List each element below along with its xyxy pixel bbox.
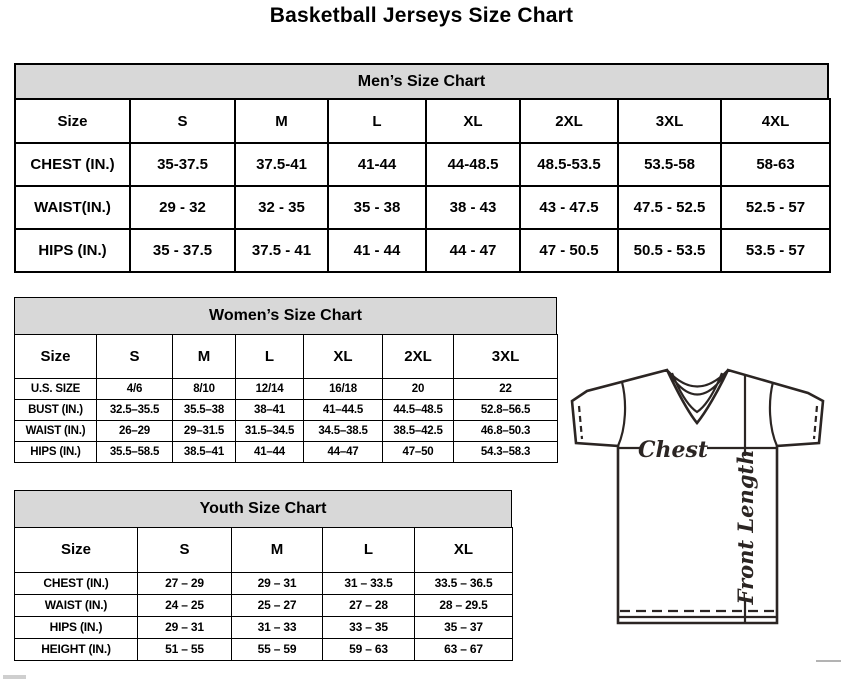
size-value-cell: 55 – 59 xyxy=(232,638,323,660)
size-column-header: 3XL xyxy=(454,334,558,378)
chest-measure-label: Chest xyxy=(637,437,709,463)
size-value-cell: 63 – 67 xyxy=(415,638,513,660)
size-value-cell: 44.5–48.5 xyxy=(383,399,454,420)
size-label-header: Size xyxy=(15,334,97,378)
size-header-row xyxy=(15,527,513,572)
size-value-cell: 58-63 xyxy=(721,143,830,186)
size-value-cell: 35 – 37 xyxy=(415,616,513,638)
measurement-row xyxy=(15,420,558,441)
front-length-measure-label: Front Length xyxy=(733,449,758,605)
size-value-cell: 35-37.5 xyxy=(130,143,235,186)
size-column-header: 3XL xyxy=(618,99,721,143)
size-value-cell: 41 - 44 xyxy=(328,229,426,272)
measurement-row-label: HIPS (IN.) xyxy=(15,229,130,272)
size-column-header: L xyxy=(323,527,415,572)
size-value-cell: 12/14 xyxy=(236,378,304,399)
size-value-cell: 8/10 xyxy=(173,378,236,399)
size-label-header: Size xyxy=(15,99,130,143)
measurement-row xyxy=(15,143,830,186)
size-header-row xyxy=(15,334,558,378)
size-value-cell: 29 - 32 xyxy=(130,186,235,229)
size-value-cell: 34.5–38.5 xyxy=(304,420,383,441)
size-value-cell: 46.8–50.3 xyxy=(454,420,558,441)
size-value-cell: 41–44.5 xyxy=(304,399,383,420)
size-value-cell: 29 – 31 xyxy=(232,572,323,594)
size-value-cell: 35 - 37.5 xyxy=(130,229,235,272)
size-value-cell: 50.5 - 53.5 xyxy=(618,229,721,272)
size-value-cell: 31.5–34.5 xyxy=(236,420,304,441)
measurement-row xyxy=(15,186,830,229)
size-column-header: 2XL xyxy=(520,99,618,143)
size-column-header: 2XL xyxy=(383,334,454,378)
size-value-cell: 38 - 43 xyxy=(426,186,520,229)
youth-size-table xyxy=(14,527,513,661)
size-value-cell: 38.5–41 xyxy=(173,441,236,462)
measurement-row-label: WAIST(IN.) xyxy=(15,186,130,229)
size-value-cell: 27 – 28 xyxy=(323,594,415,616)
measurement-row-label: CHEST (IN.) xyxy=(15,143,130,186)
size-value-cell: 24 – 25 xyxy=(138,594,232,616)
size-value-cell: 35.5–58.5 xyxy=(97,441,173,462)
mens-size-table xyxy=(14,98,831,273)
size-value-cell: 44 - 47 xyxy=(426,229,520,272)
jersey-outline-shape xyxy=(572,370,823,623)
size-value-cell: 33.5 – 36.5 xyxy=(415,572,513,594)
size-value-cell: 33 – 35 xyxy=(323,616,415,638)
size-value-cell: 29–31.5 xyxy=(173,420,236,441)
measurement-row-label: WAIST (IN.) xyxy=(15,594,138,616)
size-value-cell: 53.5-58 xyxy=(618,143,721,186)
measurement-row-label: BUST (IN.) xyxy=(15,399,97,420)
size-value-cell: 22 xyxy=(454,378,558,399)
measurement-row-label: U.S. SIZE xyxy=(15,378,97,399)
size-value-cell: 35 - 38 xyxy=(328,186,426,229)
measurement-row xyxy=(15,572,513,594)
size-value-cell: 41-44 xyxy=(328,143,426,186)
size-value-cell: 52.8–56.5 xyxy=(454,399,558,420)
measurement-row-label: HIPS (IN.) xyxy=(15,441,97,462)
size-column-header: L xyxy=(328,99,426,143)
size-value-cell: 25 – 27 xyxy=(232,594,323,616)
youth-size-chart-title: Youth Size Chart xyxy=(14,490,512,528)
mens-size-chart-title: Men’s Size Chart xyxy=(14,63,829,100)
womens-size-table xyxy=(14,334,558,463)
youth-size-chart xyxy=(14,490,512,661)
size-value-cell: 16/18 xyxy=(304,378,383,399)
size-value-cell: 31 – 33.5 xyxy=(323,572,415,594)
size-column-header: M xyxy=(232,527,323,572)
size-value-cell: 44–47 xyxy=(304,441,383,462)
size-value-cell: 47.5 - 52.5 xyxy=(618,186,721,229)
measurement-row-label: HEIGHT (IN.) xyxy=(15,638,138,660)
size-value-cell: 37.5 - 41 xyxy=(235,229,328,272)
size-value-cell: 29 – 31 xyxy=(138,616,232,638)
measurement-row xyxy=(15,616,513,638)
size-column-header: S xyxy=(138,527,232,572)
size-value-cell: 59 – 63 xyxy=(323,638,415,660)
size-column-header: XL xyxy=(304,334,383,378)
size-value-cell: 31 – 33 xyxy=(232,616,323,638)
size-label-header: Size xyxy=(15,527,138,572)
size-value-cell: 47–50 xyxy=(383,441,454,462)
size-column-header: XL xyxy=(415,527,513,572)
measurement-row xyxy=(15,441,558,462)
size-value-cell: 54.3–58.3 xyxy=(454,441,558,462)
size-value-cell: 43 - 47.5 xyxy=(520,186,618,229)
size-value-cell: 53.5 - 57 xyxy=(721,229,830,272)
measurement-row xyxy=(15,399,558,420)
size-value-cell: 35.5–38 xyxy=(173,399,236,420)
size-column-header: L xyxy=(236,334,304,378)
size-column-header: S xyxy=(130,99,235,143)
measurement-row-label: CHEST (IN.) xyxy=(15,572,138,594)
size-header-row xyxy=(15,99,830,143)
size-value-cell: 32 - 35 xyxy=(235,186,328,229)
scrollbar-fragment-right xyxy=(816,660,841,662)
measurement-row-label: HIPS (IN.) xyxy=(15,616,138,638)
mens-size-chart xyxy=(14,63,829,273)
size-column-header: S xyxy=(97,334,173,378)
size-column-header: M xyxy=(235,99,328,143)
measurement-row xyxy=(15,594,513,616)
size-column-header: 4XL xyxy=(721,99,830,143)
measurement-row xyxy=(15,638,513,660)
size-value-cell: 28 – 29.5 xyxy=(415,594,513,616)
womens-size-chart xyxy=(14,297,557,463)
scrollbar-fragment-left xyxy=(3,675,26,679)
size-value-cell: 20 xyxy=(383,378,454,399)
size-value-cell: 37.5-41 xyxy=(235,143,328,186)
size-column-header: XL xyxy=(426,99,520,143)
size-value-cell: 38.5–42.5 xyxy=(383,420,454,441)
size-column-header: M xyxy=(173,334,236,378)
size-value-cell: 44-48.5 xyxy=(426,143,520,186)
measurement-row-label: WAIST (IN.) xyxy=(15,420,97,441)
size-value-cell: 41–44 xyxy=(236,441,304,462)
size-value-cell: 52.5 - 57 xyxy=(721,186,830,229)
size-value-cell: 47 - 50.5 xyxy=(520,229,618,272)
size-value-cell: 38–41 xyxy=(236,399,304,420)
womens-size-chart-title: Women’s Size Chart xyxy=(14,297,557,335)
size-value-cell: 4/6 xyxy=(97,378,173,399)
size-value-cell: 32.5–35.5 xyxy=(97,399,173,420)
size-value-cell: 26–29 xyxy=(97,420,173,441)
size-value-cell: 27 – 29 xyxy=(138,572,232,594)
size-value-cell: 51 – 55 xyxy=(138,638,232,660)
page-title: Basketball Jerseys Size Chart xyxy=(269,4,574,27)
size-value-cell: 48.5-53.5 xyxy=(520,143,618,186)
measurement-row xyxy=(15,378,558,399)
measurement-row xyxy=(15,229,830,272)
jersey-measurement-diagram xyxy=(556,360,840,636)
